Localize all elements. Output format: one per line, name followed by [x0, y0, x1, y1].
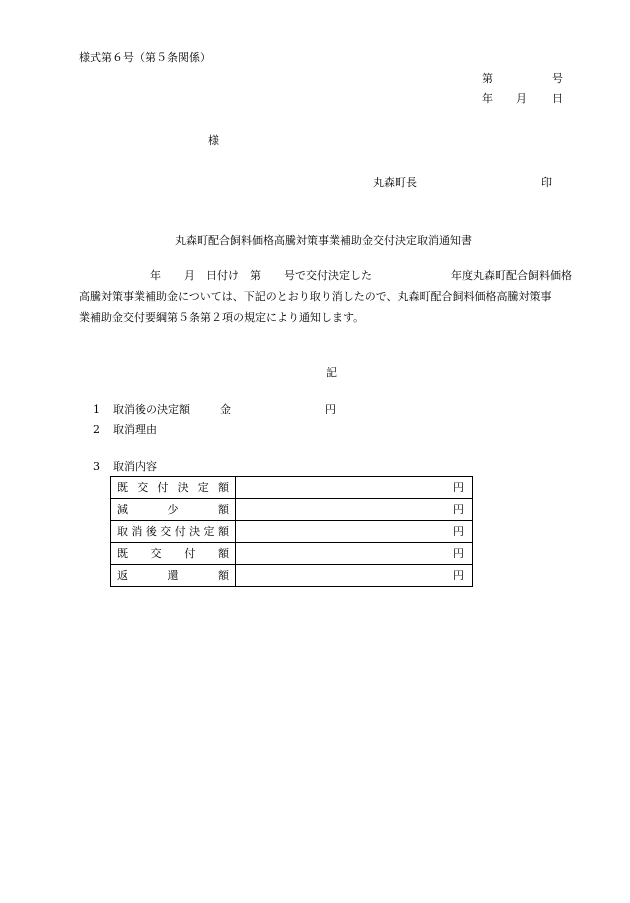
ki-heading: 記	[326, 366, 337, 379]
table-row	[111, 477, 473, 499]
item-3-label: 取消内容	[113, 460, 157, 473]
item-1-en: 円	[325, 403, 336, 416]
body-fiscal-year: 年度丸森町配合飼料価格	[451, 269, 572, 282]
date-month: 月	[516, 92, 527, 105]
item-2-number: 2	[93, 423, 100, 436]
item-3-number: 3	[93, 460, 100, 473]
ref-dai: 第	[482, 72, 493, 85]
table-row	[111, 499, 473, 521]
date-day: 日	[552, 92, 563, 105]
body-year: 年	[150, 269, 161, 282]
item-1-kin: 金	[220, 403, 231, 416]
row-amount: 円	[236, 521, 473, 543]
body-dai: 第	[250, 269, 261, 282]
table-row	[111, 521, 473, 543]
item-1-number: 1	[93, 403, 100, 416]
cancellation-table	[110, 476, 473, 587]
body-line-3: 業補助金交付要綱第５条第２項の規定により通知します。	[79, 311, 365, 324]
table-row	[111, 543, 473, 565]
document-title: 丸森町配合飼料価格高騰対策事業補助金交付決定取消通知書	[175, 234, 472, 247]
body-line-2: 高騰対策事業補助金については、下記のとおり取り消したので、丸森町配合飼料価格高騰対策事	[79, 290, 552, 303]
row-label: 既 交 付 額	[111, 543, 236, 565]
row-amount: 円	[236, 499, 473, 521]
row-label: 返 還 額	[111, 565, 236, 587]
ref-go: 号	[552, 72, 563, 85]
row-amount: 円	[236, 565, 473, 587]
body-day-dated: 日付け	[206, 269, 239, 282]
row-amount: 円	[236, 543, 473, 565]
row-label: 取 消 後 交 付 決 定 額	[111, 521, 236, 543]
table-row	[111, 565, 473, 587]
item-1-label: 取消後の決定額	[113, 403, 190, 416]
row-label: 既 交 付 決 定 額	[111, 477, 236, 499]
seal-mark: 印	[541, 176, 552, 189]
sender-name: 丸森町長	[373, 176, 417, 189]
form-number: 様式第６号（第５条関係）	[79, 51, 211, 64]
body-month: 月	[184, 269, 195, 282]
row-label: 減 少 額	[111, 499, 236, 521]
item-2-label: 取消理由	[113, 423, 157, 436]
body-decision: 号で交付決定した	[284, 269, 372, 282]
addressee-suffix: 様	[208, 134, 219, 147]
row-amount: 円	[236, 477, 473, 499]
date-year: 年	[482, 92, 493, 105]
